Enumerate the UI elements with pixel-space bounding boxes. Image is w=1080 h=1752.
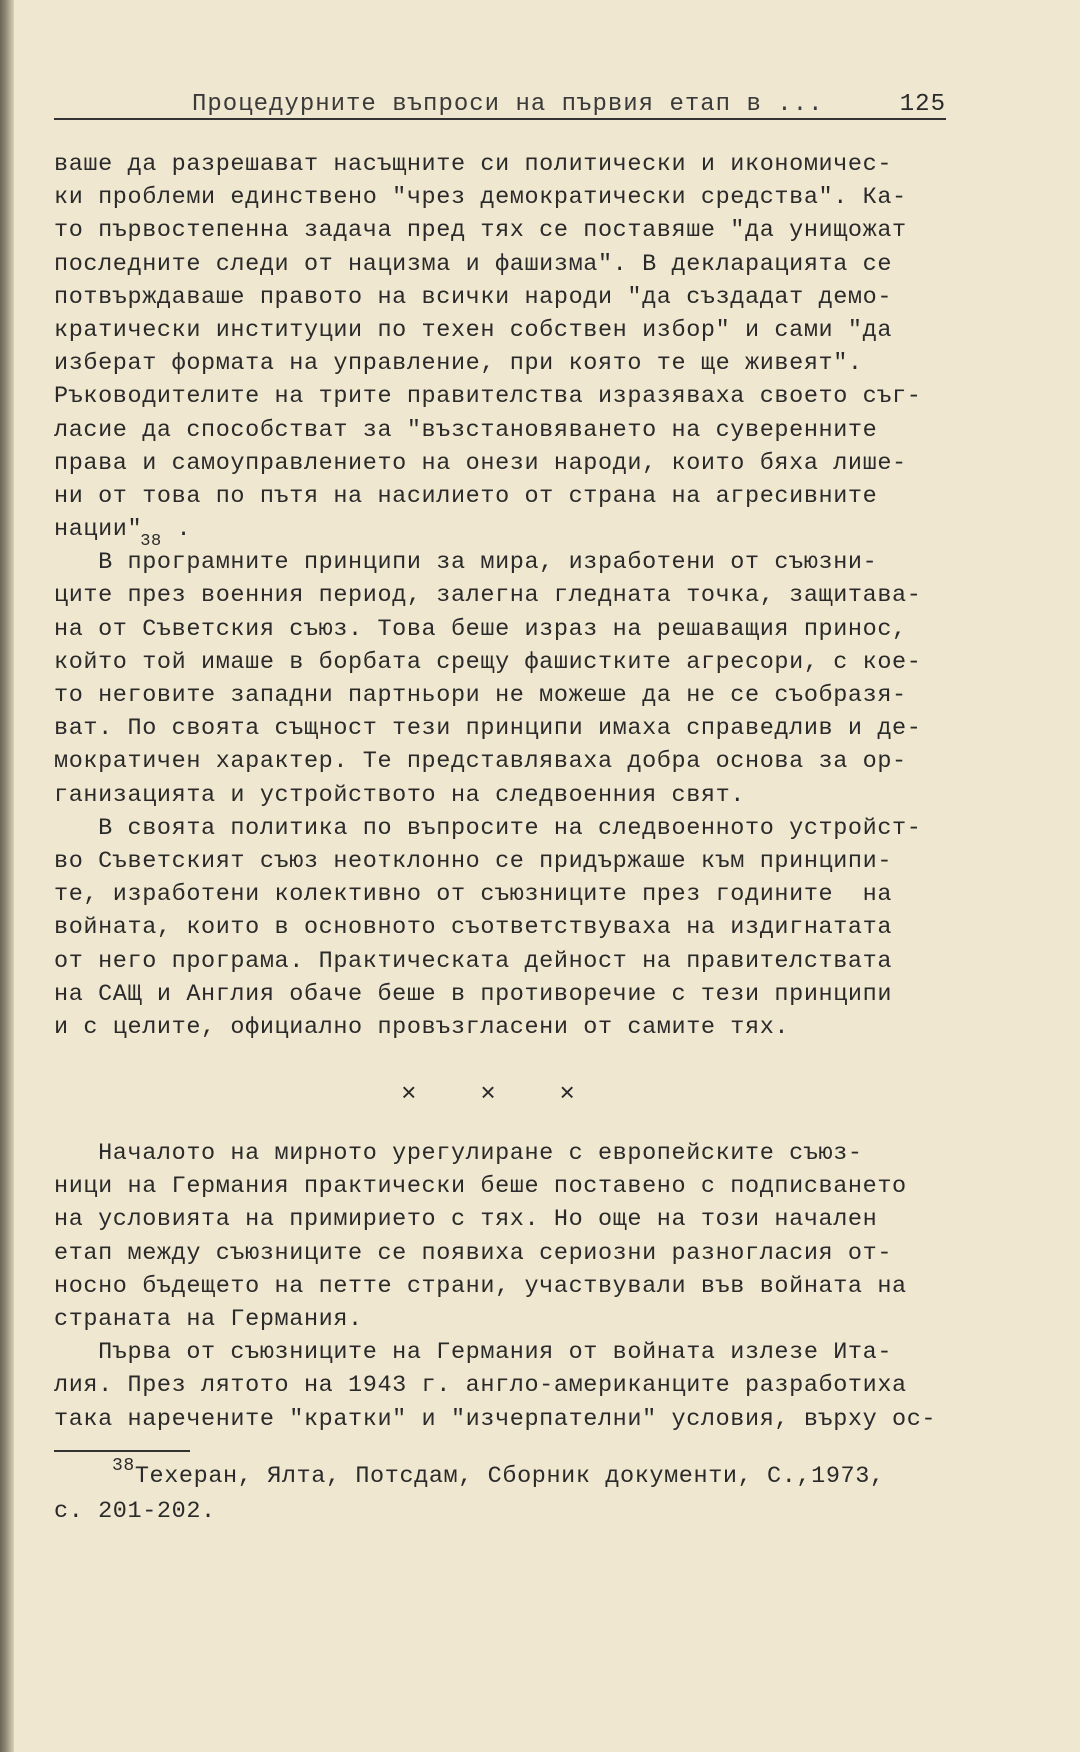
running-title: Процедурните въпроси на първия етап в ... <box>192 91 824 118</box>
text-line: който той имаше в борбата срещу фашистките агресори, с кое- <box>54 648 922 676</box>
text-line: кратически институции по техен собствен избор" и сами "да <box>54 316 893 344</box>
text-line: потвърждаваше правото на всички народи "да създадат демо- <box>54 283 893 311</box>
text-line: ваше да разрешават насъщните си политически и икономичес- <box>54 151 893 178</box>
text-line: етап между съюзниците се появиха сериозни разногласия от- <box>54 1239 893 1267</box>
text-line: от него програма. Практическата дейност на правителствата <box>54 947 893 975</box>
text-line: лия. През лятото на 1943 г. англо-американците разработиха <box>54 1372 907 1400</box>
text-line: права и самоуправлението на онези народи, които бяха лише- <box>54 449 907 477</box>
text-line: ки проблеми единствено "чрез демократически средства". Ка- <box>54 184 907 212</box>
footnote-number: 38 <box>112 1455 135 1476</box>
footnote-divider <box>54 1450 190 1452</box>
text-line: Началото на мирното урегулиране с европейските съюз- <box>54 1140 863 1168</box>
text-line: Първа от съюзниците на Германия от войната излезе Ита- <box>54 1339 893 1367</box>
footnote-line <box>54 1455 946 1495</box>
paragraph-2 <box>54 546 946 812</box>
text-line: Ръководителите на трите правителства изразяваха своето съг- <box>54 383 922 411</box>
footnote-reference: 38 <box>140 532 162 552</box>
text-line: мократичен характер. Те представляваха добра основа за ор- <box>54 748 907 776</box>
text-line: те, изработени колективно от съюзниците през годините на <box>54 881 893 909</box>
text-line: ците през военния период, залегна гледната точка, защитава- <box>54 582 922 610</box>
text-line: ласие да способстват за "възстановяването на суверенните <box>54 416 878 444</box>
text-line: войната, които в основното съответствуваха на издигнатата <box>54 914 893 942</box>
text-line: В своята политика по въпросите на следвоенното устройст- <box>54 814 922 842</box>
text-line: на САЩ и Англия обаче беше в противоречие с тези принципи <box>54 980 893 1008</box>
text-line: во Съветският съюз неотклонно се придържаше към принципи- <box>54 847 893 875</box>
footnote-line: с. 201-202. <box>54 1497 216 1525</box>
text-line: ници на Германия практически беше поставено с подписването <box>54 1173 907 1201</box>
footnote-text: Техеран, Ялта, Потсдам, Сборник документи, С.,1973, <box>134 1462 885 1490</box>
page-number: 125 <box>899 91 946 118</box>
text-line: ни от това по пътя на насилието от страна на агресивните <box>54 482 878 510</box>
document-page <box>54 78 946 1698</box>
book-spine-shadow <box>0 0 14 1752</box>
text-fragment: нации" <box>54 516 143 544</box>
footnote <box>54 1455 946 1528</box>
text-line: В програмните принципи за мира, изработени от съюзни- <box>54 549 878 577</box>
text-line: на от Съветския съюз. Това беше израз на решаващия принос, <box>54 615 907 643</box>
text-line: то неговите западни партньори не можеше да не се съобразя- <box>54 682 907 709</box>
text-line: носно бъдещето на петте страни, участвували във войната на <box>54 1272 907 1300</box>
paragraph-5 <box>54 1336 946 1436</box>
paragraph-3 <box>54 812 946 1044</box>
body-text <box>54 148 946 1528</box>
paragraph-1 <box>54 148 946 552</box>
section-separator: × × × <box>400 1079 599 1110</box>
text-line: страната на Германия. <box>54 1306 363 1333</box>
text-line: ганизацията и устройството на следвоенния свят. <box>54 781 746 809</box>
text-line: така наречените "кратки" и "изчерпателни" условия, върху ос- <box>54 1405 937 1433</box>
text-line: то първостепенна задача пред тях се поставяше "да унищожат <box>54 217 907 245</box>
text-line: и с целите, официално провъзгласени от самите тях. <box>54 1013 790 1041</box>
page-header <box>54 78 946 120</box>
text-line: последните следи от нацизма и фашизма". В декларацията се <box>54 250 893 278</box>
text-line: на условията на примирието с тях. Но още на този начален <box>54 1206 878 1234</box>
text-line: изберат формата на управление, при която те ще живеят". <box>54 350 863 378</box>
text-line: ват. По своята същност тези принципи имаха справедлив и де- <box>54 715 922 743</box>
paragraph-4 <box>54 1137 946 1336</box>
text-line: $нации"_{38}$ . <box>54 516 192 552</box>
